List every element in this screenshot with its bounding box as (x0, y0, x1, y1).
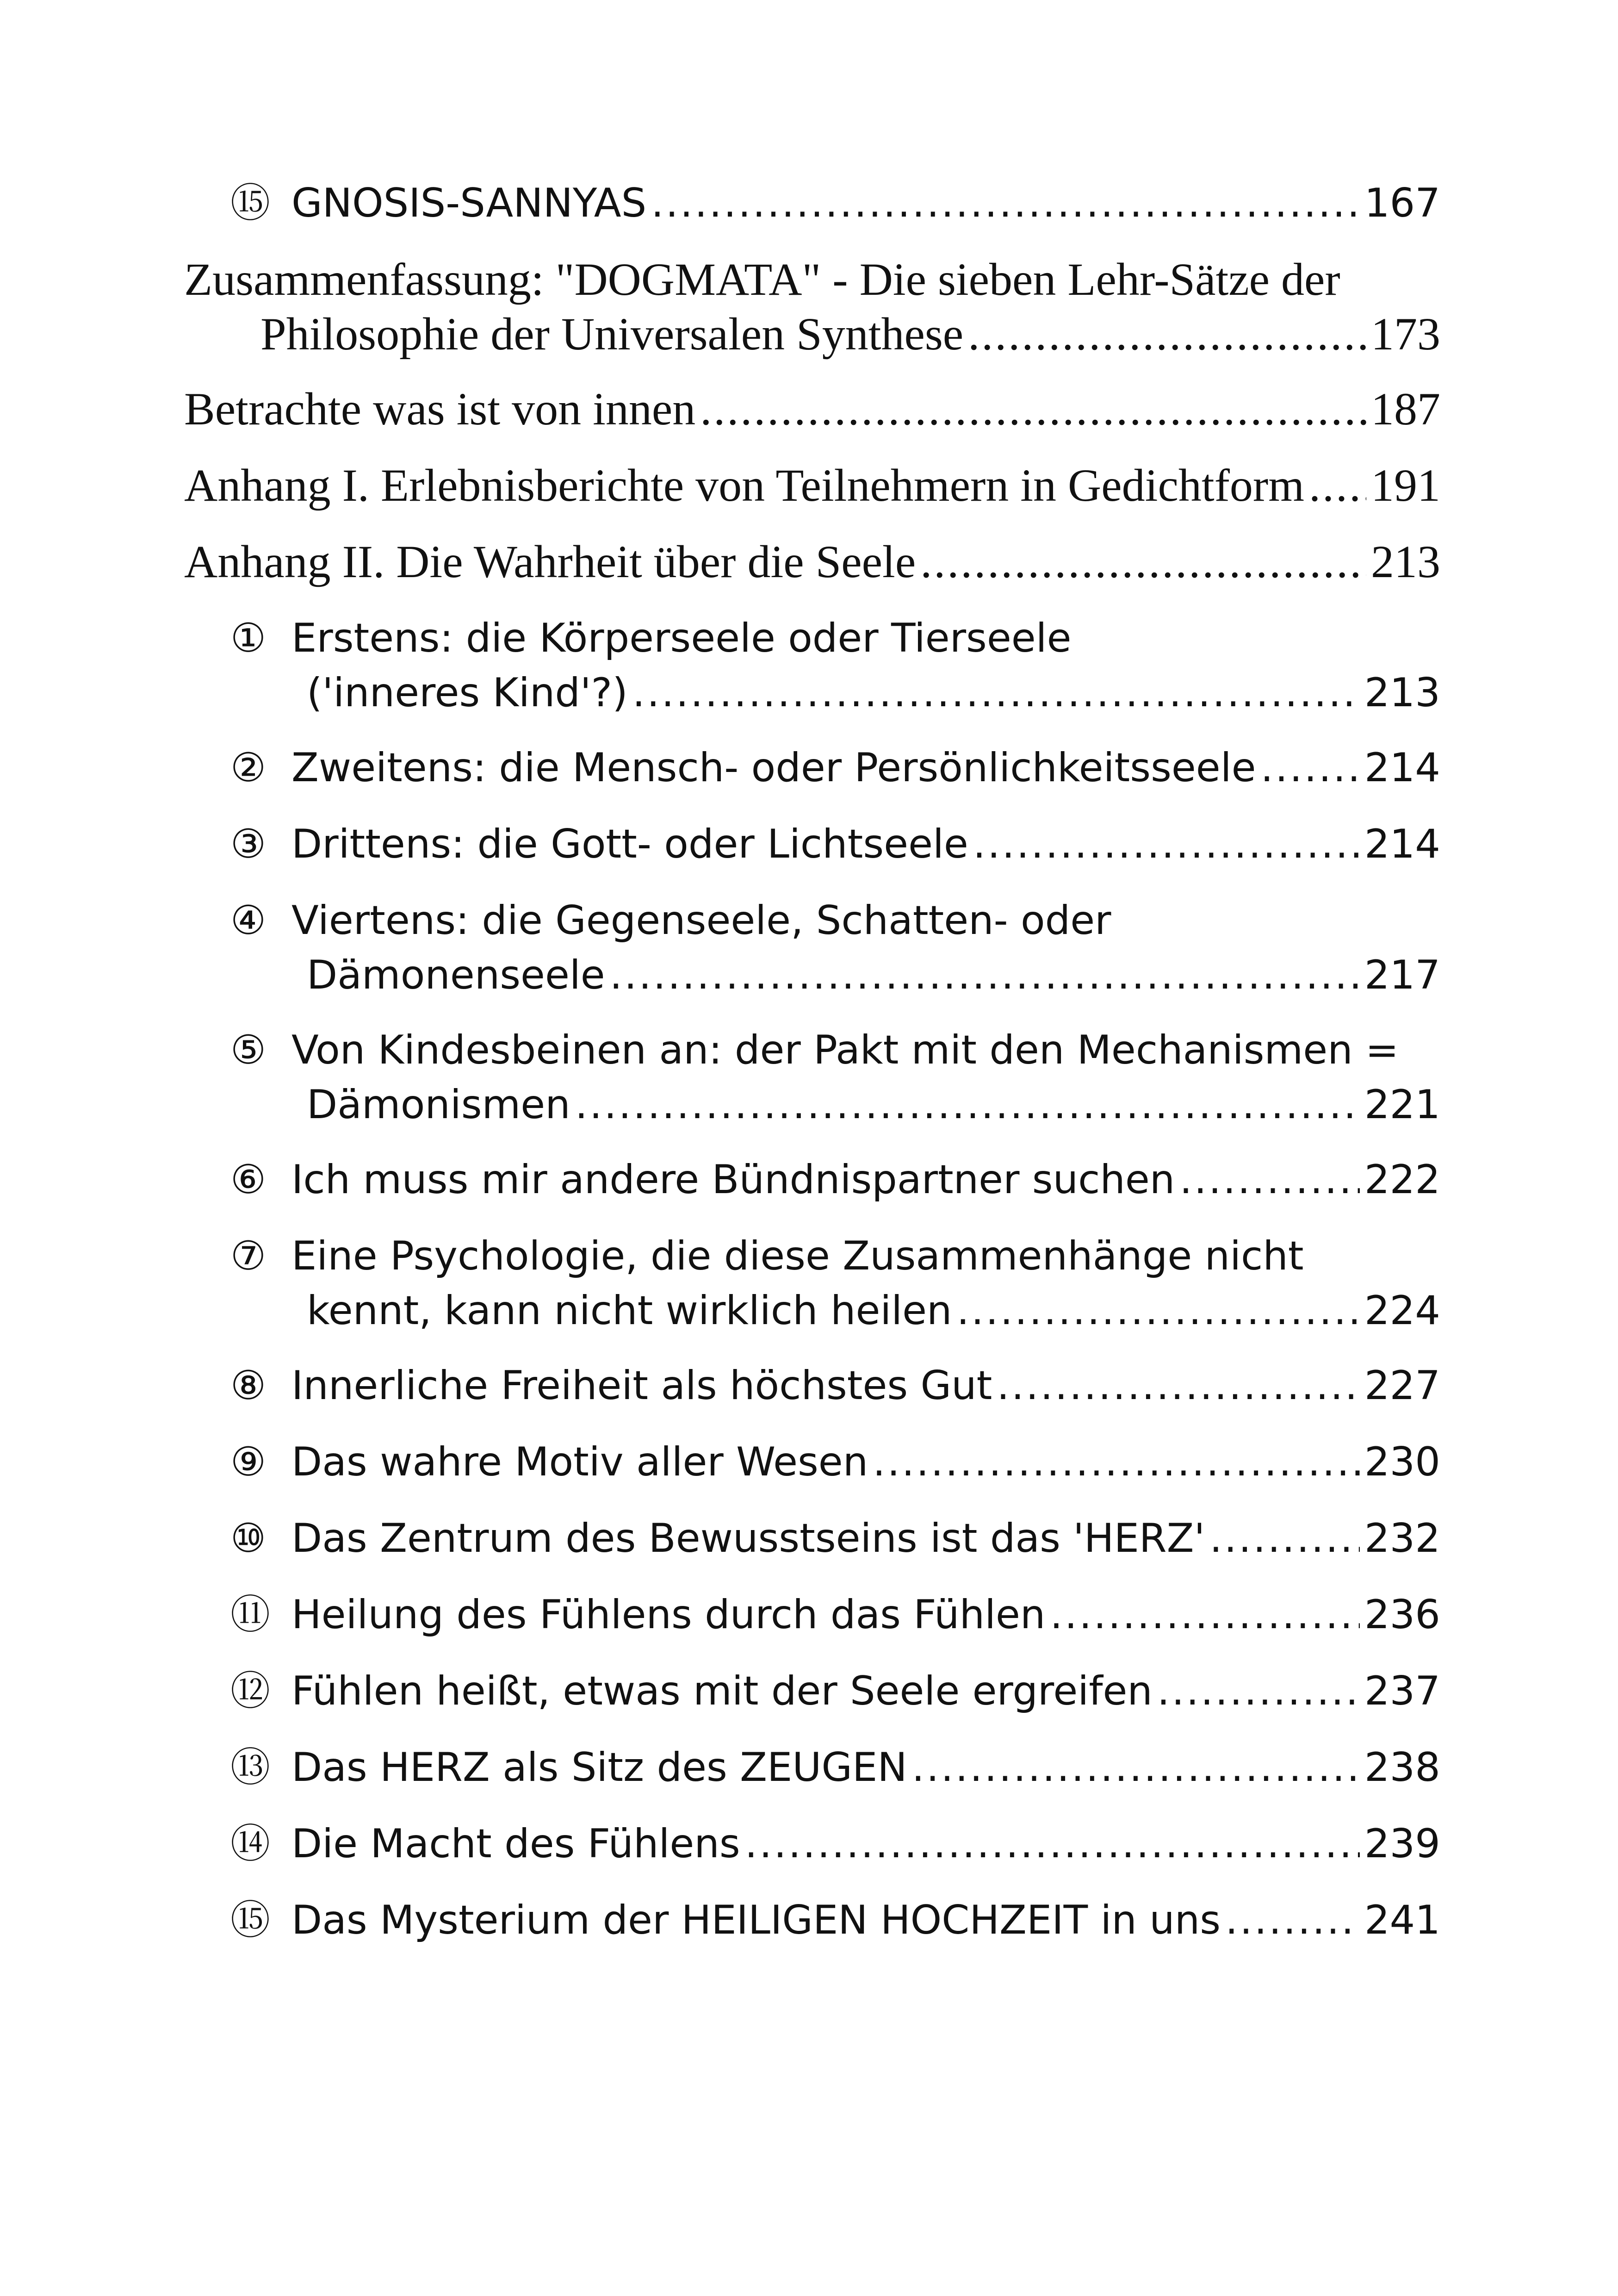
dot-leader (575, 1077, 1360, 1132)
toc-entry (184, 1817, 1440, 1871)
entry-title: Das Mysterium der HEILIGEN HOCHZEIT in uns (291, 1897, 1221, 1943)
entry-number: ⑧ (230, 1363, 267, 1409)
entry-title: Die Macht des Fühlens (291, 1821, 740, 1867)
toc-entry-line (230, 1077, 1440, 1132)
toc-entry (184, 893, 1440, 1002)
dot-leader (1309, 458, 1366, 513)
entry-title: Das Zentrum des Bewusstseins ist das 'HERZ' (291, 1515, 1205, 1562)
dot-leader (1209, 1511, 1360, 1566)
dot-leader (1050, 1587, 1359, 1642)
dot-leader (1179, 1152, 1360, 1207)
entry-title: Fühlen heißt, etwas mit der Seele ergreifen (291, 1668, 1153, 1714)
entry-title: Von Kindesbeinen an: der Pakt mit den Mechanismen = (291, 1027, 1399, 1073)
entry-title: Das HERZ als Sitz des ZEUGEN (291, 1744, 907, 1791)
entry-number: ⑮ (230, 180, 270, 226)
entry-title: Drittens: die Gott- oder Lichtseele (291, 821, 968, 867)
toc-entry (184, 1152, 1440, 1207)
entry-title: Ich muss mir andere Bündnispartner suchen (291, 1157, 1175, 1203)
entry-number: ② (230, 745, 267, 791)
entry-number: ⑮ (230, 1897, 270, 1943)
dot-leader (957, 1283, 1360, 1338)
dot-leader (920, 535, 1366, 589)
entry-title: Viertens: die Gegenseele, Schatten- oder (291, 897, 1111, 944)
toc-entry (184, 1023, 1440, 1132)
page-number: 241 (1364, 1897, 1440, 1943)
dot-leader (700, 382, 1366, 436)
toc-entry-line (230, 1152, 1440, 1207)
page-number: 236 (1364, 1592, 1440, 1638)
toc-entry-line (230, 893, 1440, 948)
entry-number: ⑤ (230, 1027, 267, 1073)
toc-entry (184, 535, 1440, 589)
toc-entry (184, 1740, 1440, 1795)
dot-leader (651, 176, 1360, 230)
page-number: 222 (1364, 1157, 1440, 1203)
toc-entry-line (230, 740, 1440, 795)
page-number: 217 (1364, 952, 1440, 998)
page-number: 224 (1364, 1288, 1440, 1334)
toc-entry-line (230, 1893, 1440, 1948)
entry-title: Anhang I. Erlebnisberichte von Teilnehmern in Gedichtform (184, 460, 1304, 511)
toc-entry (184, 1229, 1440, 1338)
entry-title: Dämonenseele (307, 952, 605, 998)
entry-title: Dämonismen (307, 1082, 570, 1128)
dot-leader (1157, 1664, 1360, 1718)
toc-entry (184, 1435, 1440, 1489)
dot-leader (973, 817, 1360, 871)
toc-entry (184, 252, 1440, 361)
page-number: 221 (1364, 1082, 1440, 1128)
toc-entry (184, 611, 1440, 720)
toc-entry-line (230, 1511, 1440, 1566)
entry-number: ⑦ (230, 1233, 267, 1279)
toc-entry-line (184, 535, 1440, 589)
entry-title: Zweitens: die Mensch- oder Persönlichkeitsseele (291, 745, 1256, 791)
entry-title: Innerliche Freiheit als höchstes Gut (291, 1363, 992, 1409)
entry-number: ⑩ (230, 1515, 267, 1562)
dot-leader (997, 1358, 1359, 1413)
toc-entry (184, 1664, 1440, 1718)
dot-leader (968, 307, 1366, 361)
dot-leader (632, 666, 1360, 720)
dot-leader (1261, 740, 1360, 795)
toc-entry (184, 1893, 1440, 1948)
page-number: 213 (1371, 536, 1440, 587)
toc-entry-line (184, 307, 1440, 361)
entry-title: ('inneres Kind'?) (307, 670, 628, 716)
page-number: 213 (1364, 670, 1440, 716)
entry-title: Anhang II. Die Wahrheit über die Seele (184, 536, 916, 587)
toc-entry-line (230, 1435, 1440, 1489)
entry-title: GNOSIS-SANNYAS (291, 180, 647, 226)
entry-title: Eine Psychologie, die diese Zusammenhänge nicht (291, 1233, 1304, 1279)
dot-leader (912, 1740, 1360, 1795)
entry-number: ⑪ (230, 1592, 270, 1638)
page-number: 191 (1371, 460, 1440, 511)
entry-number: ⑨ (230, 1439, 267, 1485)
toc-entry-line (230, 817, 1440, 871)
page-number: 238 (1364, 1744, 1440, 1791)
entry-title: Betrachte was ist von innen (184, 383, 696, 435)
toc-entry-line (230, 1023, 1440, 1077)
dot-leader (1225, 1893, 1360, 1948)
entry-title: Heilung des Fühlens durch das Fühlen (291, 1592, 1046, 1638)
toc-entry-line (184, 252, 1440, 307)
toc-entry (184, 176, 1440, 230)
dot-leader (610, 948, 1360, 1002)
toc-entry-line (230, 1740, 1440, 1795)
toc-entry (184, 1587, 1440, 1642)
page-number: 167 (1364, 180, 1440, 226)
entry-number: ⑥ (230, 1157, 267, 1203)
dot-leader (873, 1435, 1360, 1489)
toc-entry (184, 1358, 1440, 1413)
toc-entry (184, 1511, 1440, 1566)
toc-entry-line (230, 611, 1440, 666)
toc-entry-line (230, 1358, 1440, 1413)
toc-entry-line (230, 948, 1440, 1002)
toc-entry-line (230, 1817, 1440, 1871)
entry-title: Das wahre Motiv aller Wesen (291, 1439, 868, 1485)
toc-entry (184, 382, 1440, 436)
page-number: 187 (1371, 383, 1440, 435)
page-number: 239 (1364, 1821, 1440, 1867)
toc-entry-line (230, 1587, 1440, 1642)
entry-number: ⑫ (230, 1668, 270, 1714)
entry-number: ⑭ (230, 1821, 270, 1867)
page-number: 173 (1371, 308, 1440, 360)
toc-entry-line (230, 666, 1440, 720)
toc-entry (184, 817, 1440, 871)
toc-entry-line (230, 1664, 1440, 1718)
toc-entry-line (184, 382, 1440, 436)
page-number: 230 (1364, 1439, 1440, 1485)
toc-entry (184, 458, 1440, 513)
entry-number: ① (230, 615, 267, 661)
toc-entry-line (230, 1229, 1440, 1283)
entry-title: Philosophie der Universalen Synthese (260, 308, 964, 360)
toc-entry-line (230, 176, 1440, 230)
toc-entry (184, 740, 1440, 795)
entry-title: Erstens: die Körperseele oder Tierseele (291, 615, 1072, 661)
entry-number: ④ (230, 897, 267, 944)
page-number: 227 (1364, 1363, 1440, 1409)
page-number: 214 (1364, 821, 1440, 867)
dot-leader (745, 1817, 1360, 1871)
entry-title: Zusammenfassung: "DOGMATA" - Die sieben Lehr-Sätze der (184, 254, 1340, 305)
page-number: 214 (1364, 745, 1440, 791)
toc-entry-line (184, 458, 1440, 513)
entry-number: ③ (230, 821, 267, 867)
page-number: 232 (1364, 1515, 1440, 1562)
toc-entry-line (230, 1283, 1440, 1338)
entry-title: kennt, kann nicht wirklich heilen (307, 1288, 952, 1334)
entry-number: ⑬ (230, 1744, 270, 1791)
page-number: 237 (1364, 1668, 1440, 1714)
